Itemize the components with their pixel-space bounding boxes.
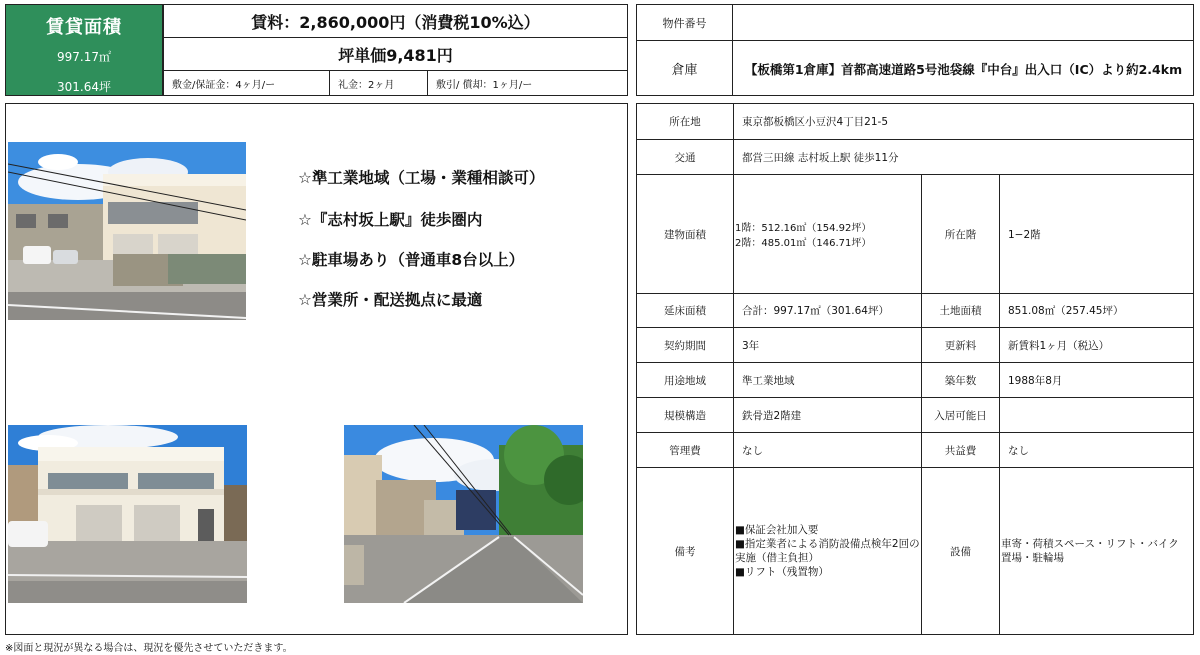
total-area-value: 合計：997.17㎡（301.64坪） bbox=[742, 305, 889, 317]
feature-2: ☆『志村坂上駅』徒歩圏内 bbox=[298, 211, 483, 229]
remark-item: ■保証会社加入要 bbox=[735, 524, 819, 536]
street-view-illustration bbox=[344, 425, 583, 603]
building-area-label: 建物面積 bbox=[664, 228, 706, 241]
floor-value: 1−2階 bbox=[1008, 228, 1041, 241]
common-fee-value: なし bbox=[1008, 444, 1029, 457]
floor-label: 所在階 bbox=[944, 228, 977, 241]
feature-4: ☆営業所・配送拠点に最適 bbox=[298, 291, 483, 309]
key-money-fee: 礼金：2ヶ月 bbox=[330, 71, 428, 96]
contract-label: 契約期間 bbox=[664, 339, 706, 352]
renewal-value: 新賃料1ヶ月（税込） bbox=[1008, 339, 1110, 352]
area-tsubo: 301.64坪 bbox=[57, 80, 111, 94]
move-in-label: 入居可能日 bbox=[934, 409, 987, 422]
transport-label: 交通 bbox=[674, 151, 696, 164]
renewal-label: 更新料 bbox=[944, 339, 977, 352]
price-per-tsubo: 坪単価9,481円 bbox=[164, 38, 627, 71]
deposit-fee: 敷金/保証金：4ヶ月/ー bbox=[164, 71, 330, 96]
move-in-value bbox=[1000, 398, 1193, 432]
deduction-fee: 敷引/ 償却：1ヶ月/ー bbox=[436, 80, 533, 91]
rent-box bbox=[163, 4, 628, 96]
property-id-value bbox=[733, 5, 1194, 41]
common-fee-label: 共益費 bbox=[944, 444, 977, 457]
remarks-list bbox=[735, 468, 921, 634]
mgmt-fee-value: なし bbox=[742, 444, 763, 457]
land-area-label: 土地面積 bbox=[939, 305, 982, 317]
building-main-illustration bbox=[8, 142, 246, 320]
street-view-photo bbox=[344, 425, 583, 603]
zoning-value: 準工業地域 bbox=[742, 374, 795, 387]
spec-table bbox=[636, 103, 1194, 635]
feature-3: ☆駐車場あり（普通車8台以上） bbox=[298, 251, 525, 269]
photo-panel bbox=[5, 103, 628, 635]
equipment-value: 車寄・荷積スペース・リフト・バイク置場・駐輪場 bbox=[1001, 538, 1179, 564]
remark-item: ■リフト（残置物） bbox=[735, 566, 829, 578]
building-front-illustration bbox=[8, 425, 247, 603]
area-m2: 997.17㎡ bbox=[57, 50, 111, 64]
property-id-box bbox=[636, 4, 1194, 96]
area-box bbox=[5, 4, 163, 96]
rent-price: 賃料：2,860,000円（消費税10%込） bbox=[164, 5, 627, 38]
footer-note: ※図面と現況が異なる場合は、現況を優先させていただきます。 bbox=[5, 643, 293, 654]
area-title: 賃貸面積 bbox=[46, 17, 122, 38]
property-id-label: 物件番号 bbox=[637, 5, 733, 41]
total-area-label: 延床面積 bbox=[664, 305, 706, 317]
building-area-1f: 1階：512.16㎡（154.92坪） bbox=[735, 223, 872, 234]
location-value: 東京都板橋区小豆沢4丁目21-5 bbox=[742, 116, 889, 128]
feature-1: ☆準工業地域（工場・業種相談可） bbox=[298, 169, 545, 187]
mgmt-fee-label: 管理費 bbox=[669, 444, 701, 457]
land-area-value: 851.08㎡（257.45坪） bbox=[1008, 305, 1124, 317]
built-label: 築年数 bbox=[944, 374, 977, 387]
remarks-label: 備考 bbox=[674, 545, 696, 558]
equipment-label: 設備 bbox=[950, 545, 971, 558]
property-type-label: 倉庫 bbox=[637, 41, 733, 96]
transport-value: 都営三田線 志村坂上駅 徒歩11分 bbox=[742, 151, 899, 164]
location-label: 所在地 bbox=[669, 116, 701, 128]
building-main-photo bbox=[8, 142, 246, 320]
building-area-2f: 2階：485.01㎡（146.71坪） bbox=[735, 238, 872, 249]
remark-item: ■指定業者による消防設備点検年2回の実施（借主負担） bbox=[735, 538, 920, 564]
building-area-value bbox=[735, 175, 921, 293]
contract-value: 3年 bbox=[742, 339, 760, 352]
built-value: 1988年8月 bbox=[1008, 374, 1063, 387]
building-front-photo bbox=[8, 425, 247, 603]
structure-value: 鉄骨造2階建 bbox=[742, 409, 802, 422]
structure-label: 規模構造 bbox=[664, 409, 706, 422]
zoning-label: 用途地域 bbox=[664, 374, 706, 387]
property-title: 【板橋第1倉庫】首都高速道路5号池袋線『中台』出入口（IC）より約2.4km bbox=[744, 61, 1183, 77]
